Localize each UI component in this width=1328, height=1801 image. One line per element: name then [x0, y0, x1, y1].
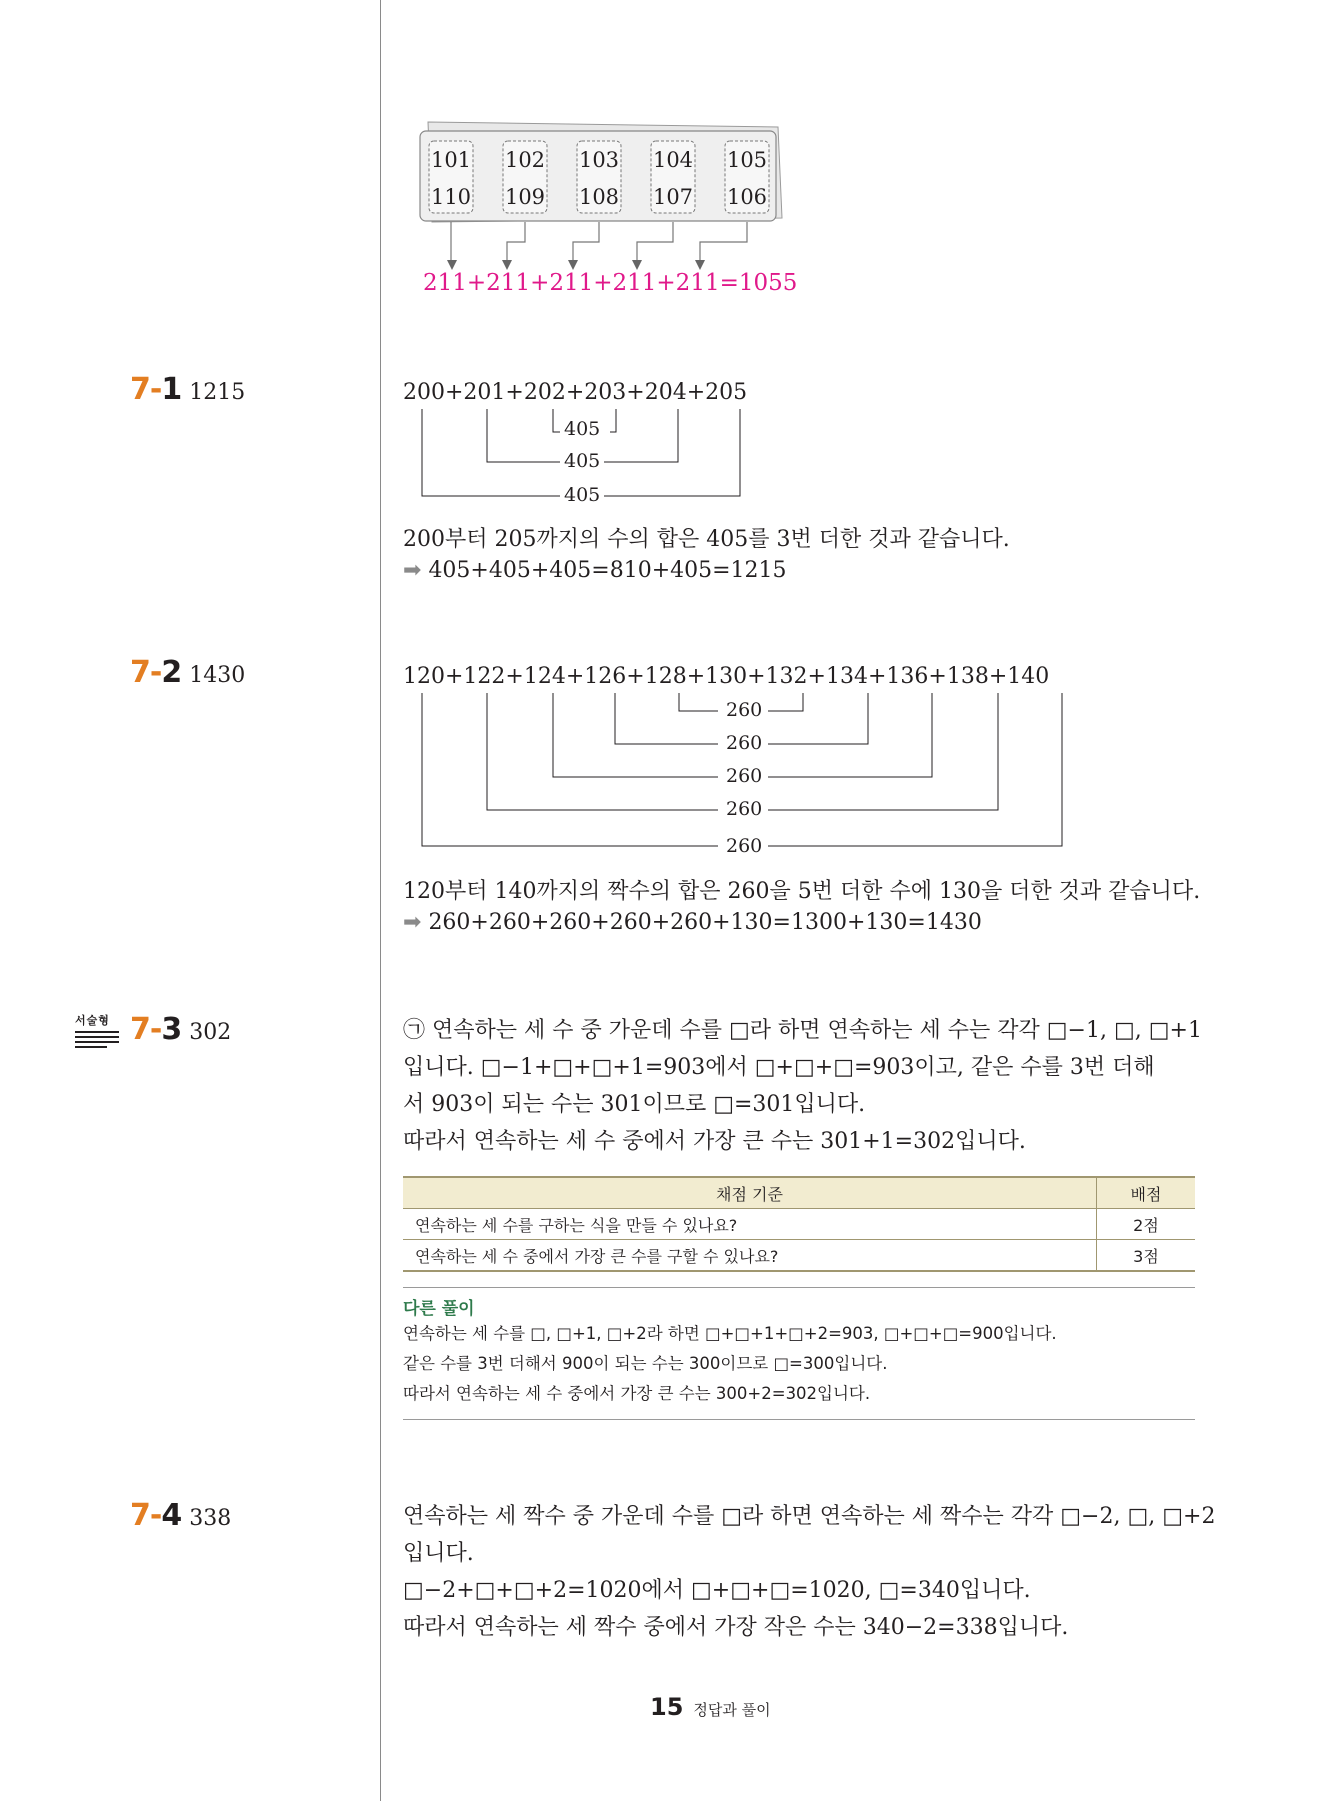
problem-number: 7-1	[130, 372, 182, 407]
pair-sum: 260	[722, 835, 766, 857]
pair-bottom-number: 108	[578, 185, 620, 209]
pair-sum: 260	[722, 765, 766, 787]
answer-value: 1430	[189, 663, 246, 688]
pair-sum: 260	[722, 699, 766, 721]
solution-line: □−2+□+□+2=1020에서 □+□+□=1020, □=340입니다.	[403, 1578, 1031, 1603]
table-row	[403, 1209, 1195, 1240]
pairing-result: 211+211+211+211+211=1055	[423, 270, 798, 296]
footer-title: 정답과 풀이	[693, 1701, 771, 1719]
page-number: 15	[650, 1693, 684, 1721]
problem-7-3-answer	[130, 1012, 231, 1047]
pair-sum: 260	[722, 798, 766, 820]
score-header: 배점	[1097, 1177, 1196, 1209]
solution-line: 입니다.	[403, 1541, 474, 1566]
solution-line: 따라서 연속하는 세 짝수 중에서 가장 작은 수는 340−2=338입니다.	[403, 1615, 1069, 1640]
solution-line: 입니다. □−1+□+□+1=903에서 □+□+□=903이고, 같은 수를 3번 더해	[403, 1055, 1155, 1080]
solution-line: 서 903이 되는 수는 301이므로 □=301입니다.	[403, 1092, 866, 1117]
pair-sum: 405	[560, 450, 604, 472]
pair-top-number: 101	[430, 148, 472, 172]
solution-line: 따라서 연속하는 세 수 중에서 가장 큰 수는 301+1=302입니다.	[403, 1129, 1026, 1154]
explanation-line: 120부터 140까지의 짝수의 합은 260을 5번 더한 수에 130을 더한 것과 같습니다.	[403, 879, 1201, 904]
problem-number: 7-2	[130, 655, 182, 690]
solution-text	[403, 1012, 1202, 1160]
solution-text	[403, 1498, 1215, 1646]
pairing-brackets-7-2	[0, 0, 1328, 880]
table-row	[403, 1240, 1195, 1272]
pair-bottom-number: 107	[652, 185, 694, 209]
answer-value: 338	[189, 1506, 232, 1531]
pair-top-number: 105	[726, 148, 768, 172]
alternative-line: 연속하는 세 수를 □, □+1, □+2라 하면 □+□+1+□+2=903, □+□+□=900입니다.	[403, 1324, 1057, 1343]
pair-top-number: 102	[504, 148, 546, 172]
alternative-line: 따라서 연속하는 세 수 중에서 가장 큰 수는 300+2=302입니다.	[403, 1384, 871, 1403]
score-cell: 3점	[1097, 1240, 1196, 1272]
pair-top-number: 103	[578, 148, 620, 172]
page-footer	[650, 1693, 771, 1721]
alternative-line: 같은 수를 3번 더해서 900이 되는 수는 300이므로 □=300입니다.	[403, 1354, 888, 1373]
solution-line: ㉠ 연속하는 세 수 중 가운데 수를 □라 하면 연속하는 세 수는 각각 □−1, □, □+1	[403, 1018, 1202, 1043]
problem-number: 7-3	[130, 1012, 182, 1047]
right-arrow-icon: ➡	[403, 558, 422, 583]
sum-equation: 200+201+202+203+204+205	[403, 380, 748, 405]
pair-sum: 405	[560, 418, 604, 440]
scoring-table	[403, 1176, 1195, 1272]
pair-sum: 405	[560, 484, 604, 506]
sum-equation: 120+122+124+126+128+130+132+134+136+138+140	[403, 664, 1050, 689]
alternative-solution	[403, 1287, 1195, 1420]
pair-bottom-number: 110	[430, 185, 472, 209]
answer-value: 1215	[189, 380, 246, 405]
solution-line: 연속하는 세 짝수 중 가운데 수를 □라 하면 연속하는 세 짝수는 각각 □−2, □, □+2	[403, 1504, 1216, 1529]
calculation-line: ➡ 260+260+260+260+260+130=1300+130=1430	[403, 910, 982, 935]
pair-bottom-number: 109	[504, 185, 546, 209]
calculation-line: ➡ 405+405+405=810+405=1215	[403, 558, 787, 583]
criteria-cell: 연속하는 세 수를 구하는 식을 만들 수 있나요?	[403, 1209, 1097, 1240]
pair-top-number: 104	[652, 148, 694, 172]
explanation-line: 200부터 205까지의 수의 합은 405를 3번 더한 것과 같습니다.	[403, 527, 1010, 552]
score-cell: 2점	[1097, 1209, 1196, 1240]
problem-number: 7-4	[130, 1498, 182, 1533]
pair-sum: 260	[722, 732, 766, 754]
pair-bottom-number: 106	[726, 185, 768, 209]
problem-7-4-answer	[130, 1498, 231, 1533]
alternative-title: 다른 풀이	[403, 1299, 475, 1319]
answer-value: 302	[189, 1020, 232, 1045]
right-arrow-icon: ➡	[403, 910, 422, 935]
criteria-cell: 연속하는 세 수 중에서 가장 큰 수를 구할 수 있나요?	[403, 1240, 1097, 1272]
descriptive-badge: 서술형	[75, 1012, 119, 1048]
criteria-header: 채점 기준	[403, 1177, 1097, 1209]
